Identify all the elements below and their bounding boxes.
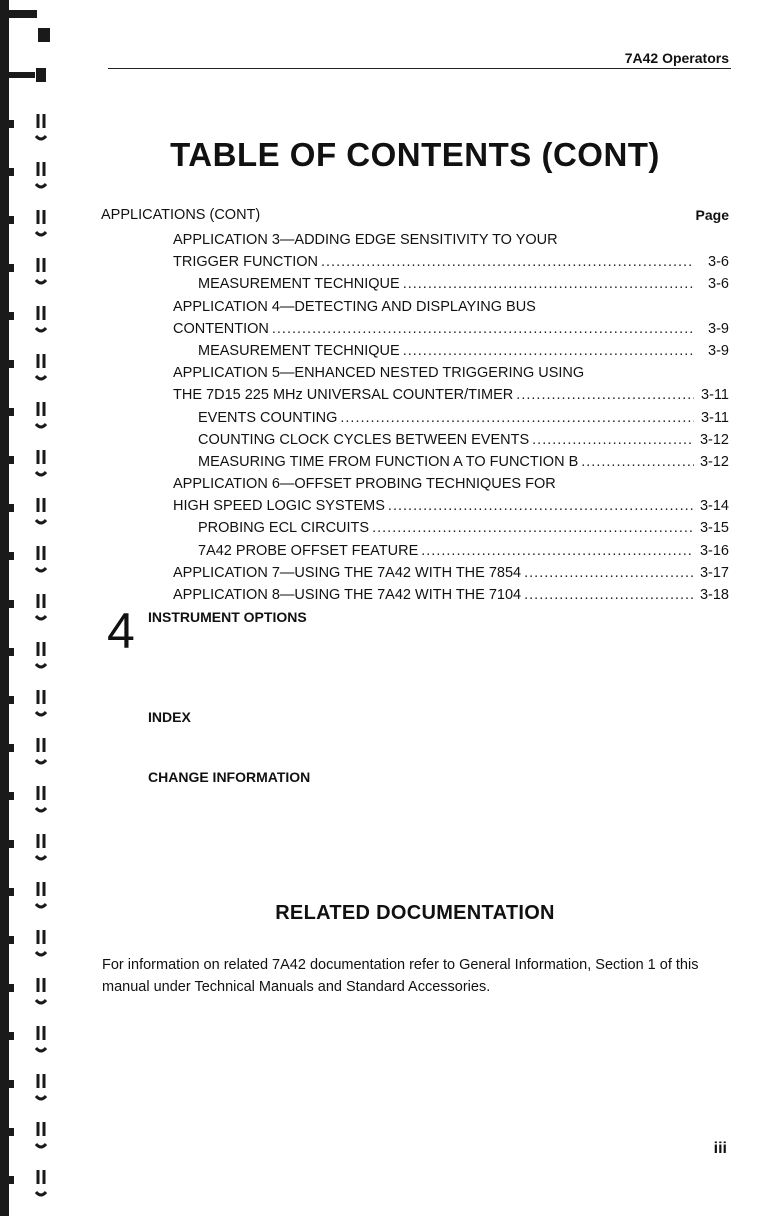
toc-entry-row bbox=[101, 273, 729, 295]
page-title: TABLE OF CONTENTS (CONT) bbox=[170, 136, 660, 173]
toc-leader-dots bbox=[321, 251, 694, 273]
toc-leader-dots bbox=[524, 562, 694, 584]
toc-leader-dots bbox=[532, 429, 694, 451]
toc-entry-title-line: APPLICATION 6—OFFSET PROBING TECHNIQUES FOR bbox=[173, 476, 556, 493]
toc-entry-page: 3-11 bbox=[701, 387, 729, 404]
toc-leader-dots bbox=[581, 451, 694, 473]
related-documentation-text: For information on related 7A42 documentation refer to General Information, Section 1 of this manual under Technical Manuals and Standard Accessories. bbox=[102, 957, 699, 995]
toc-entry-text: APPLICATION 7—USING THE 7A42 WITH THE 7854 bbox=[173, 564, 522, 581]
toc-leader-dots bbox=[403, 340, 694, 362]
toc-entry-text: MEASUREMENT TECHNIQUE bbox=[198, 342, 400, 359]
toc-entry-text: TRIGGER FUNCTION bbox=[173, 254, 318, 271]
toc-leader-dots bbox=[524, 584, 694, 606]
toc-entry-page: 3-6 bbox=[708, 254, 729, 271]
toc-leader-dots bbox=[403, 273, 694, 295]
related-documentation-title: RELATED DOCUMENTATION bbox=[275, 902, 555, 924]
section-number: 4 bbox=[107, 603, 135, 659]
section-instrument-options: INSTRUMENT OPTIONS bbox=[148, 609, 307, 625]
toc-entry-page: 3-16 bbox=[699, 542, 729, 559]
toc-entry-page: 3-11 bbox=[701, 409, 729, 426]
toc-entry-row bbox=[101, 495, 729, 517]
toc-entry-text: 7A42 PROBE OFFSET FEATURE bbox=[198, 542, 419, 559]
toc-entry-text: MEASUREMENT TECHNIQUE bbox=[198, 276, 400, 293]
toc-entry-row bbox=[101, 407, 729, 429]
toc-entry-row bbox=[101, 584, 729, 606]
table-of-contents bbox=[101, 207, 729, 606]
toc-entry-page: 3-9 bbox=[708, 342, 729, 359]
toc-entry-row bbox=[101, 517, 729, 539]
toc-entry-text: COUNTING CLOCK CYCLES BETWEEN EVENTS bbox=[198, 431, 530, 448]
toc-leader-dots bbox=[516, 384, 694, 406]
page-number: iii bbox=[713, 1140, 727, 1157]
toc-header bbox=[101, 207, 729, 229]
toc-entry-row bbox=[101, 384, 729, 406]
toc-entry-title-line: APPLICATION 5—ENHANCED NESTED TRIGGERING USING bbox=[173, 365, 585, 382]
section-change-information: CHANGE INFORMATION bbox=[148, 769, 311, 785]
toc-leader-dots bbox=[272, 318, 694, 340]
toc-entry-page: 3-17 bbox=[699, 564, 729, 581]
toc-entry-row bbox=[101, 318, 729, 340]
toc-entry-text: PROBING ECL CIRCUITS bbox=[198, 520, 370, 537]
toc-entry-row bbox=[101, 251, 729, 273]
toc-section-title: APPLICATIONS (CONT) bbox=[101, 207, 261, 223]
toc-entry-title-line: APPLICATION 4—DETECTING AND DISPLAYING BUS bbox=[173, 298, 536, 315]
toc-entry-title-line: APPLICATION 3—ADDING EDGE SENSITIVITY TO YOUR bbox=[173, 232, 558, 248]
toc-entry-page: 3-14 bbox=[699, 498, 729, 515]
toc-leader-dots bbox=[340, 407, 694, 429]
toc-entry-row bbox=[101, 429, 729, 451]
toc-entry-row bbox=[101, 451, 729, 473]
toc-leader-dots bbox=[372, 517, 694, 539]
toc-leader-dots bbox=[421, 540, 694, 562]
toc-entries bbox=[101, 229, 729, 606]
toc-entry-text: THE 7D15 225 MHz UNIVERSAL COUNTER/TIMER bbox=[173, 387, 514, 404]
toc-entry-page: 3-12 bbox=[699, 453, 729, 470]
toc-entry-page: 3-12 bbox=[699, 431, 729, 448]
toc-entry-text: EVENTS COUNTING bbox=[198, 409, 338, 426]
header-rule bbox=[108, 68, 731, 69]
toc-entry-text: CONTENTION bbox=[173, 320, 269, 337]
toc-entry-row bbox=[101, 540, 729, 562]
toc-leader-dots bbox=[388, 495, 694, 517]
toc-entry-row bbox=[101, 562, 729, 584]
toc-entry-row bbox=[101, 340, 729, 362]
toc-entry-page: 3-9 bbox=[708, 320, 729, 337]
running-header: 7A42 Operators bbox=[624, 50, 729, 66]
toc-entry-page: 3-15 bbox=[699, 520, 729, 537]
toc-entry-text: HIGH SPEED LOGIC SYSTEMS bbox=[173, 498, 385, 515]
toc-entry-text: MEASURING TIME FROM FUNCTION A TO FUNCTION B bbox=[198, 453, 579, 470]
toc-page-label: Page bbox=[695, 207, 729, 223]
toc-entry-page: 3-6 bbox=[708, 276, 729, 293]
section-index: INDEX bbox=[148, 709, 191, 725]
toc-entry-page: 3-18 bbox=[699, 587, 729, 603]
toc-entry-text: APPLICATION 8—USING THE 7A42 WITH THE 7104 bbox=[173, 587, 522, 603]
spiral-binding-icon bbox=[0, 0, 60, 1216]
